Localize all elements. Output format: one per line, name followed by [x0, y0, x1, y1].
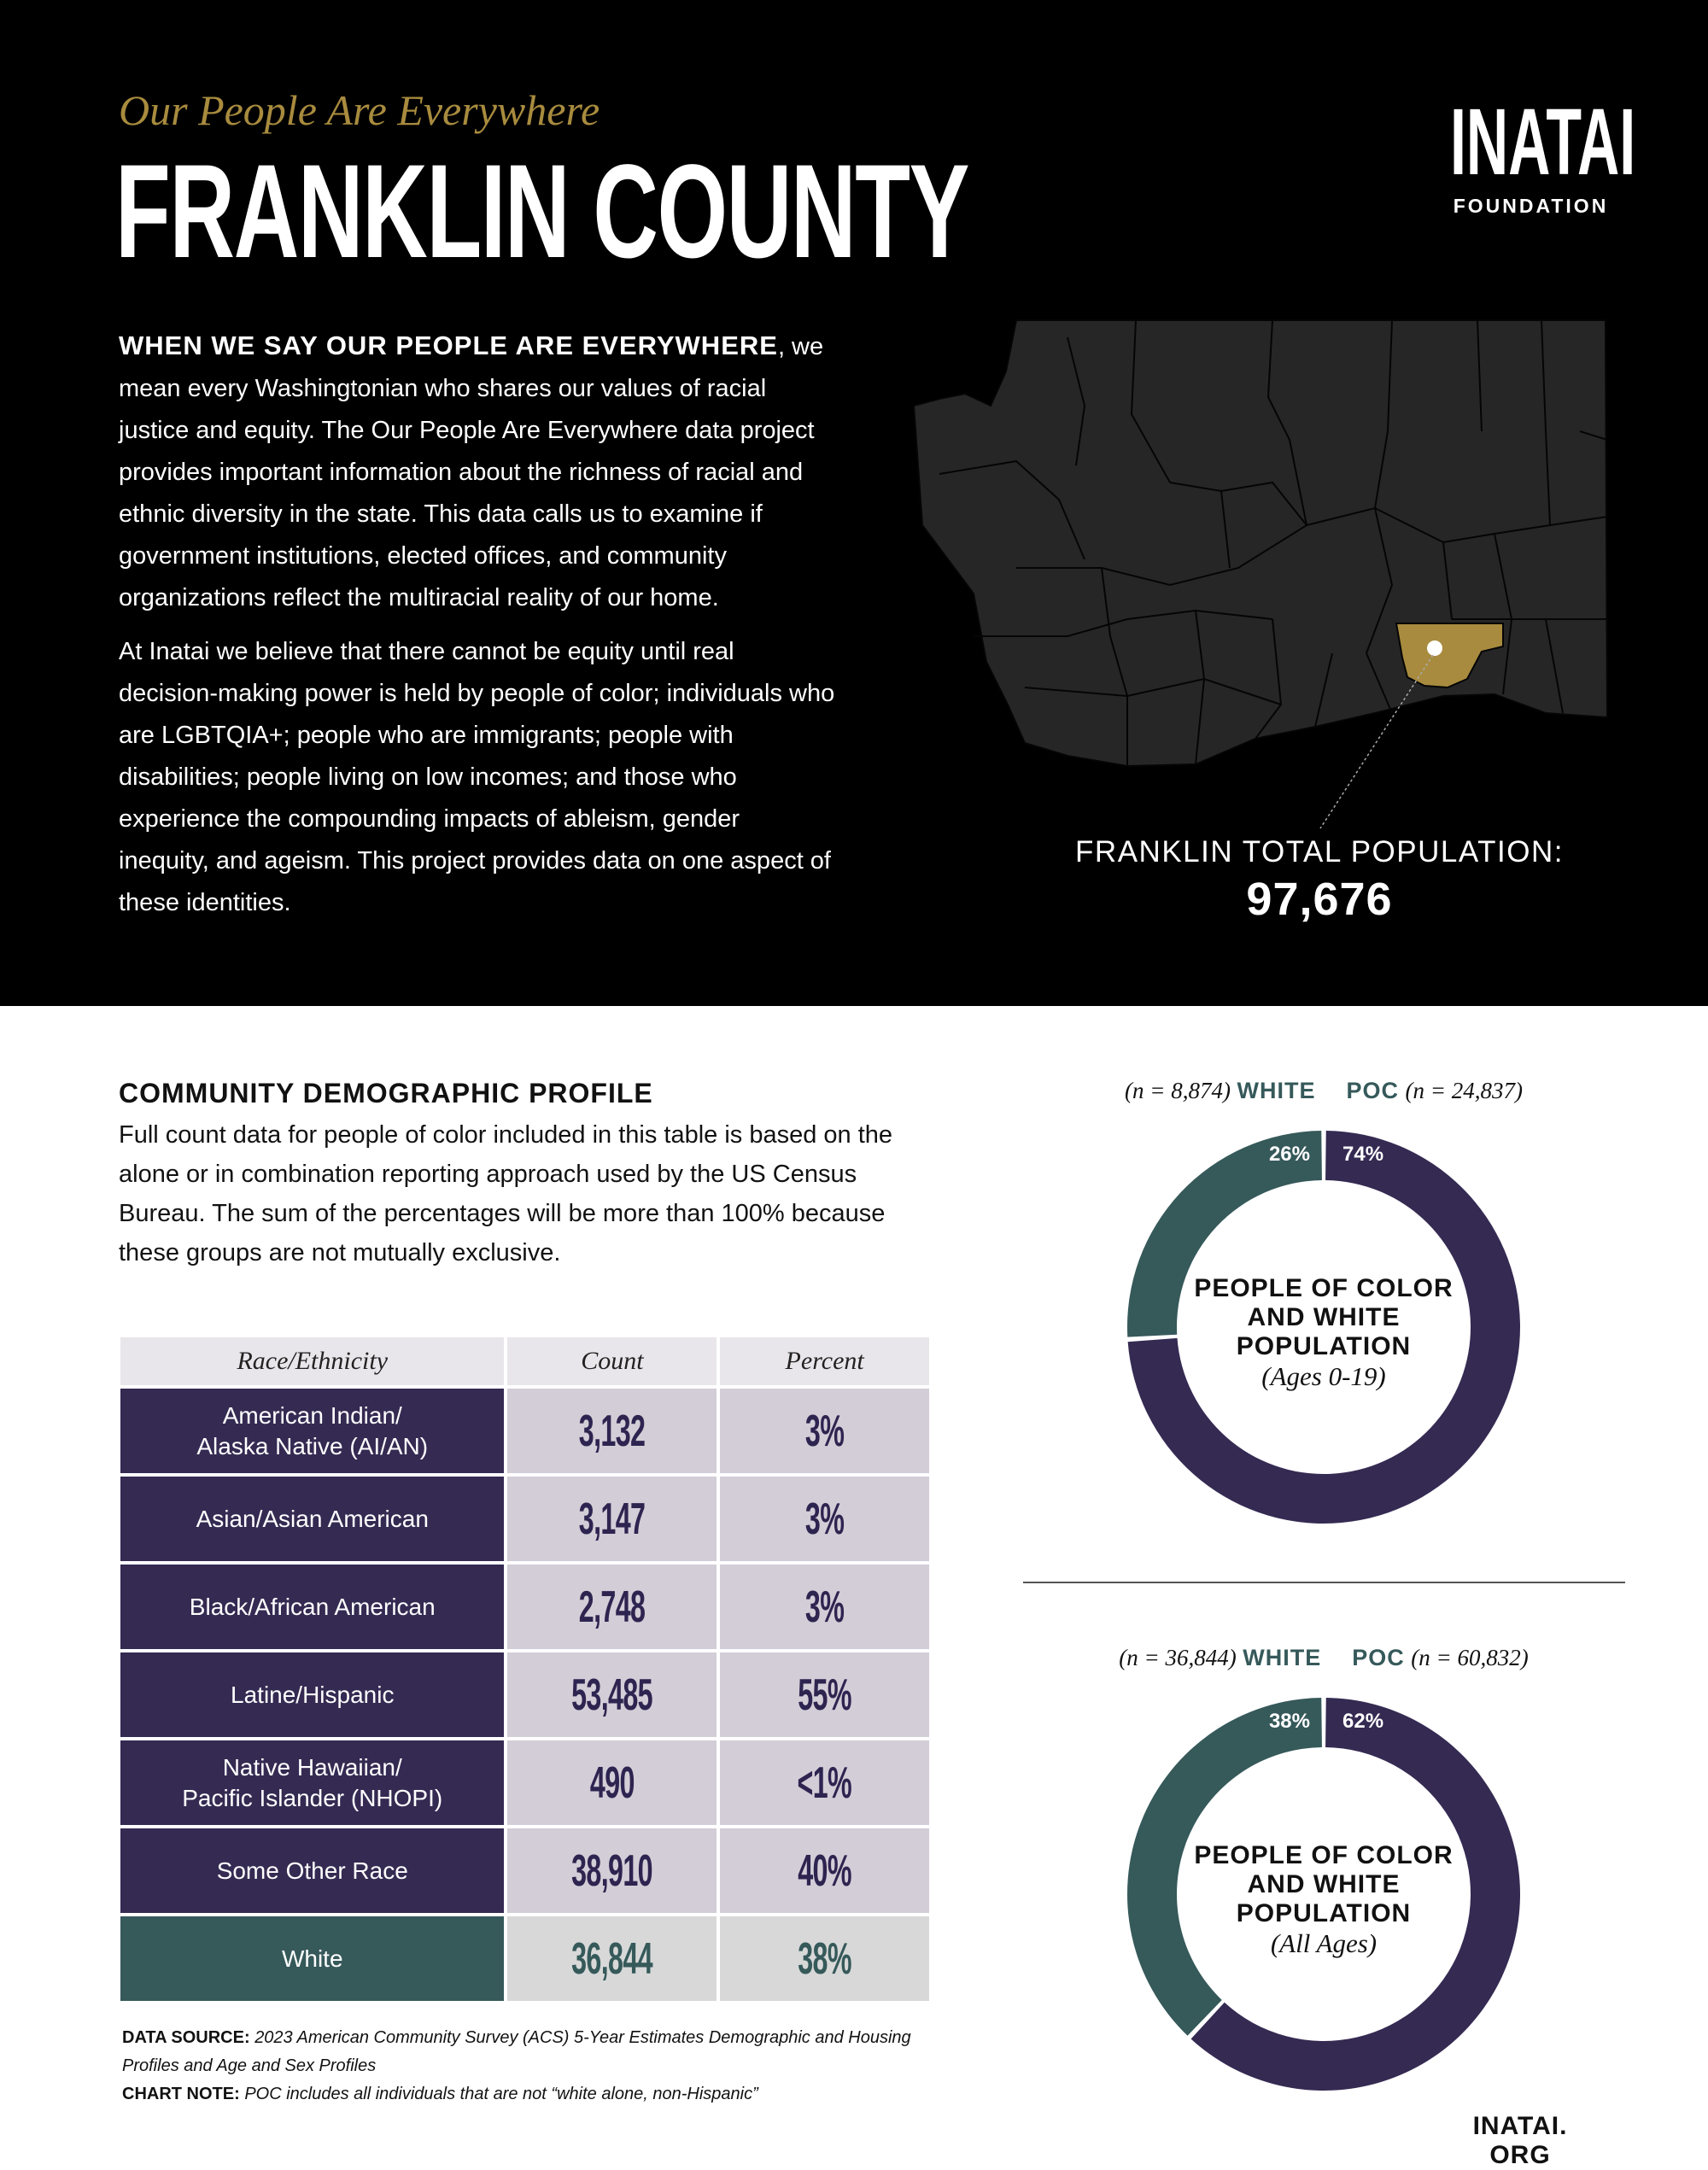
column-header-race: Race/Ethnicity [120, 1337, 504, 1385]
chart-1-center-line-2: AND WHITE [1247, 1303, 1401, 1331]
chart-1-center-line-4: (Ages 0-19) [1261, 1361, 1386, 1391]
chart-2-poc-label: POC [1352, 1645, 1405, 1670]
race-cell: Black/African American [120, 1565, 504, 1649]
chart-2-n-white: (n = 36,844) [1119, 1645, 1237, 1670]
table-row [120, 1389, 929, 1473]
data-source-note: DATA SOURCE: 2023 American Community Survey (ACS) 5-Year Estimates Demographic and Housing Profiles and Age and Sex Profiles [122, 2028, 911, 2075]
population-value: 97,676 [1246, 874, 1393, 925]
demographic-table [117, 1334, 933, 2004]
map-state-shape [914, 320, 1607, 766]
chart-1-poc-label: POC [1346, 1078, 1399, 1103]
profile-description: Full count data for people of color included in this table is based on the alone or in combination reporting approach used by the US Census Bureau. The sum of the percentages will be more than 100% because these groups are not mutually exclusive. [119, 1121, 893, 1266]
chart-1-white-label: WHITE [1237, 1078, 1316, 1103]
race-cell: Native Hawaiian/ Pacific Islander (NHOPI) [120, 1740, 504, 1825]
chart-1-legend [1050, 1078, 1597, 1104]
chart-1-poc-pct: 74% [1342, 1143, 1384, 1166]
table-row [120, 1477, 929, 1561]
profile-title: COMMUNITY DEMOGRAPHIC PROFILE [119, 1078, 653, 1108]
table-row [120, 1565, 929, 1649]
data-notes [122, 2024, 942, 2109]
chart-2-legend [1050, 1645, 1597, 1671]
website-link[interactable]: INATAI. ORG [1472, 2112, 1568, 2169]
chart-1-center-line-1: PEOPLE OF COLOR [1194, 1274, 1454, 1302]
washington-map [914, 312, 1623, 773]
page-title: FRANKLIN COUNTY [115, 137, 969, 286]
table-row [120, 1740, 929, 1825]
chart-1-n-white: (n = 8,874) [1125, 1078, 1231, 1103]
chart-2-center-line-3: POPULATION [1236, 1899, 1412, 1927]
count-cell: 2,748 [507, 1565, 717, 1649]
table-row [120, 1916, 929, 2001]
chart-2-poc-pct: 62% [1342, 1710, 1384, 1733]
chart-1-center-line-3: POPULATION [1236, 1332, 1412, 1360]
count-cell: 53,485 [507, 1652, 717, 1737]
race-cell: Latine/Hispanic [120, 1652, 504, 1737]
intro-paragraph-1 [119, 325, 836, 619]
percent-cell: 3% [720, 1565, 929, 1649]
percent-cell: 3% [720, 1389, 929, 1473]
header-section [0, 0, 1708, 1006]
chart-1-white-pct: 26% [1268, 1143, 1310, 1166]
count-cell: 36,844 [507, 1916, 717, 2001]
intro-para1: , we mean every Washingtonian who shares our values of racial justice and equity. The Our People Are Everywhere data project provides important information about the richness of racial and ethnic diversity in the state. This data calls us to examine if government institutions, elected offices, and community organizations reflect the multiracial reality of our home. [119, 333, 824, 611]
chart-2-white-pct: 38% [1268, 1710, 1310, 1733]
chart-1-n-poc: (n = 24,837) [1405, 1078, 1523, 1103]
count-cell: 490 [507, 1740, 717, 1825]
percent-cell: <1% [720, 1740, 929, 1825]
chart-2-center-line-1: PEOPLE OF COLOR [1194, 1841, 1454, 1869]
table-header-row [120, 1337, 929, 1385]
donut-chart-ages-0-19 [1126, 1129, 1522, 1525]
column-header-percent: Percent [720, 1337, 929, 1385]
count-cell: 38,910 [507, 1828, 717, 1913]
donut-chart-all-ages [1126, 1696, 1522, 2092]
chart-2-white-label: WHITE [1243, 1645, 1322, 1670]
franklin-county-marker [1427, 640, 1442, 656]
race-cell: American Indian/ Alaska Native (AI/AN) [120, 1389, 504, 1473]
table-row [120, 1828, 929, 1913]
chart-note: CHART NOTE: POC includes all individuals that are not “white alone, non-Hispanic” [122, 2085, 758, 2103]
count-cell: 3,132 [507, 1389, 717, 1473]
percent-cell: 3% [720, 1477, 929, 1561]
chart-2-center-line-4: (All Ages) [1270, 1928, 1378, 1958]
race-cell: White [120, 1916, 504, 2001]
intro-paragraph-2: At Inatai we believe that there cannot be equity until real decision-making power is held by people of color; individuals who are LGBTQIA+; people who are immigrants; people with disabilities; people living on low incomes; and those who experience the compounding impacts of ableism, gender inequity, and ageism. This project provides data on one aspect of these identities. [119, 638, 835, 916]
table-row [120, 1652, 929, 1737]
percent-cell: 55% [720, 1652, 929, 1737]
intro-lead: WHEN WE SAY OUR PEOPLE ARE EVERYWHERE [119, 330, 778, 360]
population-label: FRANKLIN TOTAL POPULATION: [1075, 835, 1564, 869]
intro-text [119, 325, 836, 936]
race-cell: Some Other Race [120, 1828, 504, 1913]
tagline: Our People Are Everywhere [119, 86, 600, 134]
chart-2-center-line-2: AND WHITE [1247, 1870, 1401, 1898]
percent-cell: 40% [720, 1828, 929, 1913]
race-cell: Asian/Asian American [120, 1477, 504, 1561]
logo-subtitle: FOUNDATION [1453, 195, 1609, 217]
percent-cell: 38% [720, 1916, 929, 2001]
chart-divider [1023, 1582, 1625, 1583]
chart-2-n-poc: (n = 60,832) [1411, 1645, 1529, 1670]
count-cell: 3,147 [507, 1477, 717, 1561]
column-header-count: Count [507, 1337, 717, 1385]
logo-word: INATAI [1449, 90, 1636, 195]
inatai-logo [1449, 90, 1636, 218]
